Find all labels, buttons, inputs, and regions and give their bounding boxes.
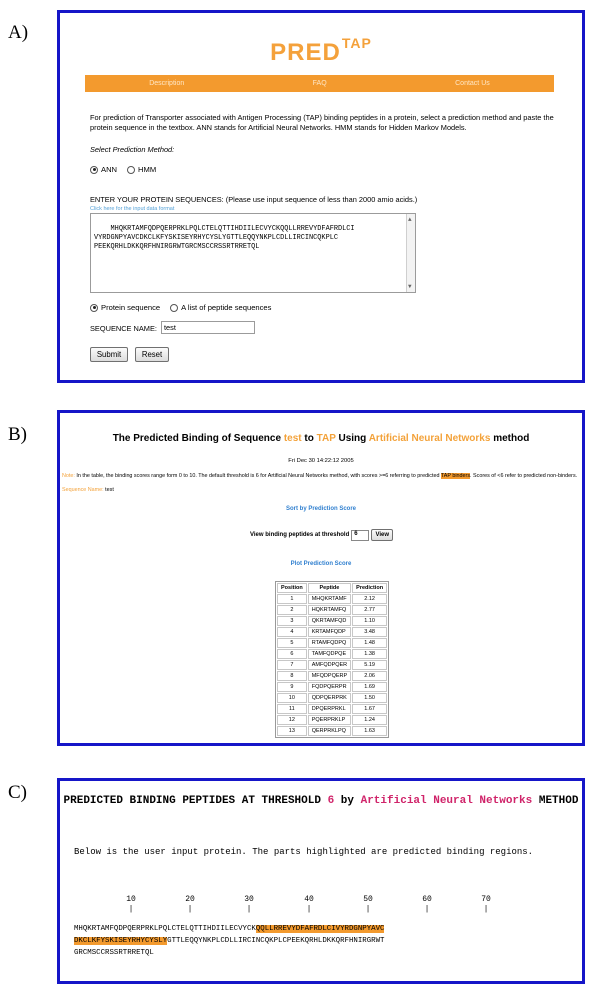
predtap-logo: $PRED^{TAP}$ <box>270 35 372 66</box>
radio-selected-icon <box>90 304 98 312</box>
score-note: Note: In the table, the binding scores range form 0 to 10. The default threshold is 6 for Artificial Neural Networks method, with scores >=6 referring to predicted TAP binders. Scores of <6 refer to predicted non-binders. <box>62 473 578 479</box>
input-form-panel <box>57 10 585 383</box>
sequence-name-input[interactable]: test <box>161 321 255 334</box>
results-title: The Predicted Binding of Sequence test to TAP Using Artificial Neural Networks method <box>112 433 530 444</box>
position-cell: 13 <box>277 726 307 736</box>
ruler-tick: 20 | <box>185 895 195 914</box>
binding-peptides-title: PREDICTED BINDING PEPTIDES AT THRESHOLD 6 by Artificial Neural Networks METHOD <box>63 795 579 807</box>
table-row <box>277 682 387 692</box>
peptide-cell: DPQERPRKL <box>308 704 351 714</box>
position-cell: 2 <box>277 605 307 615</box>
panel-label-a: A) <box>8 22 29 43</box>
table-row <box>277 726 387 736</box>
enter-sequence-label: ENTER YOUR PROTEIN SEQUENCES: (Please use input sequence of less than 2000 amio acids.) <box>90 195 418 204</box>
sequence-name-label: SEQUENCE NAME: <box>90 324 157 333</box>
sequence-textarea[interactable]: MHQKRTAMFQDPQERPRKLPQLCTELQTTIHDIILECVYCKQQLLRREVYDFAFRDLCI VYRDGNPYAVCDKCLKFYSKISEYRHYCYSLYGTTLEQQYNKPLCDLLIRCINCQKPLC PEEKQRHLDKKQRFHNIRGRWTGRCMSCCRSSRTRRETQL ▲ ▼ <box>90 213 416 293</box>
binding-region: QQLLRREVYDFAFRDLCIVYRDGNPYAVC <box>255 925 385 933</box>
ruler-tick: 70 | <box>481 895 491 914</box>
results-table-panel <box>57 410 585 746</box>
table-row <box>277 715 387 725</box>
position-ruler <box>60 895 582 921</box>
prediction-cell: 1.67 <box>352 704 387 714</box>
table-row <box>277 616 387 626</box>
panel-label-c: C) <box>8 782 27 803</box>
prediction-cell: 2.06 <box>352 671 387 681</box>
table-row <box>277 693 387 703</box>
prediction-cell: 1.38 <box>352 649 387 659</box>
ruler-tick: 30 | <box>244 895 254 914</box>
binding-regions-panel <box>57 778 585 984</box>
method-radio-group <box>90 165 156 174</box>
nav-contact[interactable]: Contact Us <box>455 80 490 87</box>
panel-label-b: B) <box>8 424 27 445</box>
threshold-input[interactable]: 6 <box>351 530 369 541</box>
peptide-cell: MHQKRTAMF <box>308 594 351 604</box>
column-header: Position <box>277 583 307 593</box>
prediction-cell: 1.10 <box>352 616 387 626</box>
position-cell: 4 <box>277 627 307 637</box>
ruler-tick: 40 | <box>304 895 314 914</box>
table-row <box>277 594 387 604</box>
prediction-cell: 1.69 <box>352 682 387 692</box>
table-row <box>277 704 387 714</box>
plot-score-link[interactable]: Plot Prediction Score <box>290 561 352 567</box>
result-sequence-name: Sequence Name: test <box>62 487 114 493</box>
peptide-cell: AMFQDPQER <box>308 660 351 670</box>
table-row <box>277 638 387 648</box>
radio-empty-icon <box>170 304 178 312</box>
prediction-cell: 1.63 <box>352 726 387 736</box>
position-cell: 1 <box>277 594 307 604</box>
peptide-cell: RTAMFQDPQ <box>308 638 351 648</box>
position-cell: 8 <box>277 671 307 681</box>
radio-empty-icon <box>127 166 135 174</box>
prediction-cell: 2.12 <box>352 594 387 604</box>
peptide-cell: MFQDPQERP <box>308 671 351 681</box>
peptide-list-radio[interactable]: A list of peptide sequences <box>170 303 271 312</box>
binding-region: DKCLKFYSKISEYRHYCYSLY <box>74 937 168 945</box>
ruler-tick: 50 | <box>363 895 373 914</box>
input-format-link[interactable]: Click here for the input data format <box>90 206 175 212</box>
prediction-table <box>275 581 389 738</box>
nav-description[interactable]: Description <box>149 80 185 87</box>
table-row <box>277 627 387 637</box>
prediction-cell: 3.48 <box>352 627 387 637</box>
highlighted-sequence: MHQKRTAMFQDPQERPRKLPQLCTELQTTIHDIILECVYCKQQLLRREVYDFAFRDLCIVYRDGNPYAVC DKCLKFYSKISEYRHYCYSLYGTTLEQQYNKPLCDLLIRCINCQKPLCPEEKQRHLDKKQRFHNIRGRWT GRCMSCCRSSRTRRETQL <box>74 925 385 957</box>
nav-bar <box>85 75 554 92</box>
peptide-cell: QERPRKLPQ <box>308 726 351 736</box>
table-header-row <box>277 583 387 593</box>
column-header: Prediction <box>352 583 387 593</box>
column-header: Peptide <box>308 583 351 593</box>
position-cell: 9 <box>277 682 307 692</box>
input-type-radio-group <box>90 303 271 312</box>
select-method-label: Select Prediction Method: <box>90 145 175 154</box>
peptide-cell: QDPQERPRK <box>308 693 351 703</box>
peptide-cell: HQKRTAMFQ <box>308 605 351 615</box>
prediction-cell: 5.19 <box>352 660 387 670</box>
peptide-cell: QKRTAMFQD <box>308 616 351 626</box>
sort-by-score-link[interactable]: Sort by Prediction Score <box>285 506 357 512</box>
highlight-description: Below is the user input protein. The parts highlighted are predicted binding regions. <box>74 847 534 857</box>
position-cell: 7 <box>277 660 307 670</box>
position-cell: 3 <box>277 616 307 626</box>
peptide-cell: FQDPQERPR <box>308 682 351 692</box>
threshold-view-row: View binding peptides at threshold 6 View <box>250 529 393 541</box>
prediction-cell: 1.24 <box>352 715 387 725</box>
prediction-cell: 2.77 <box>352 605 387 615</box>
table-row <box>277 660 387 670</box>
peptide-cell: PQERPRKLP <box>308 715 351 725</box>
ruler-tick: 60 | <box>422 895 432 914</box>
peptide-cell: TAMFQDPQE <box>308 649 351 659</box>
method-hmm-radio[interactable]: HMM <box>127 165 156 174</box>
ruler-tick: 10 | <box>126 895 136 914</box>
submit-button[interactable]: Submit <box>90 347 128 362</box>
result-date: Fri Dec 30 14:22:12 2005 <box>288 458 354 464</box>
position-cell: 11 <box>277 704 307 714</box>
textarea-scrollbar[interactable] <box>406 214 415 292</box>
peptide-cell: KRTAMFQDP <box>308 627 351 637</box>
table-row <box>277 605 387 615</box>
prediction-table-body <box>277 594 387 736</box>
prediction-cell: 1.48 <box>352 638 387 648</box>
protein-sequence-radio[interactable]: Protein sequence <box>90 303 160 312</box>
scroll-up-icon[interactable]: ▲ <box>408 216 412 223</box>
method-ann-radio[interactable]: ANN <box>90 165 117 174</box>
reset-button[interactable]: Reset <box>135 347 169 362</box>
position-cell: 12 <box>277 715 307 725</box>
view-button[interactable]: View <box>371 529 393 541</box>
table-row <box>277 649 387 659</box>
position-cell: 6 <box>277 649 307 659</box>
prediction-cell: 1.50 <box>352 693 387 703</box>
radio-selected-icon <box>90 166 98 174</box>
position-cell: 10 <box>277 693 307 703</box>
intro-text: For prediction of Transporter associated with Antigen Processing (TAP) binding peptides in a protein, select a prediction method and paste the protein sequence in the textbox. ANN stands for Artificial Neural Networks. HMM stands for Hidden Markov Models. <box>90 113 554 132</box>
scroll-down-icon[interactable]: ▼ <box>408 283 412 290</box>
position-cell: 5 <box>277 638 307 648</box>
table-row <box>277 671 387 681</box>
nav-faq[interactable]: FAQ <box>312 80 327 87</box>
